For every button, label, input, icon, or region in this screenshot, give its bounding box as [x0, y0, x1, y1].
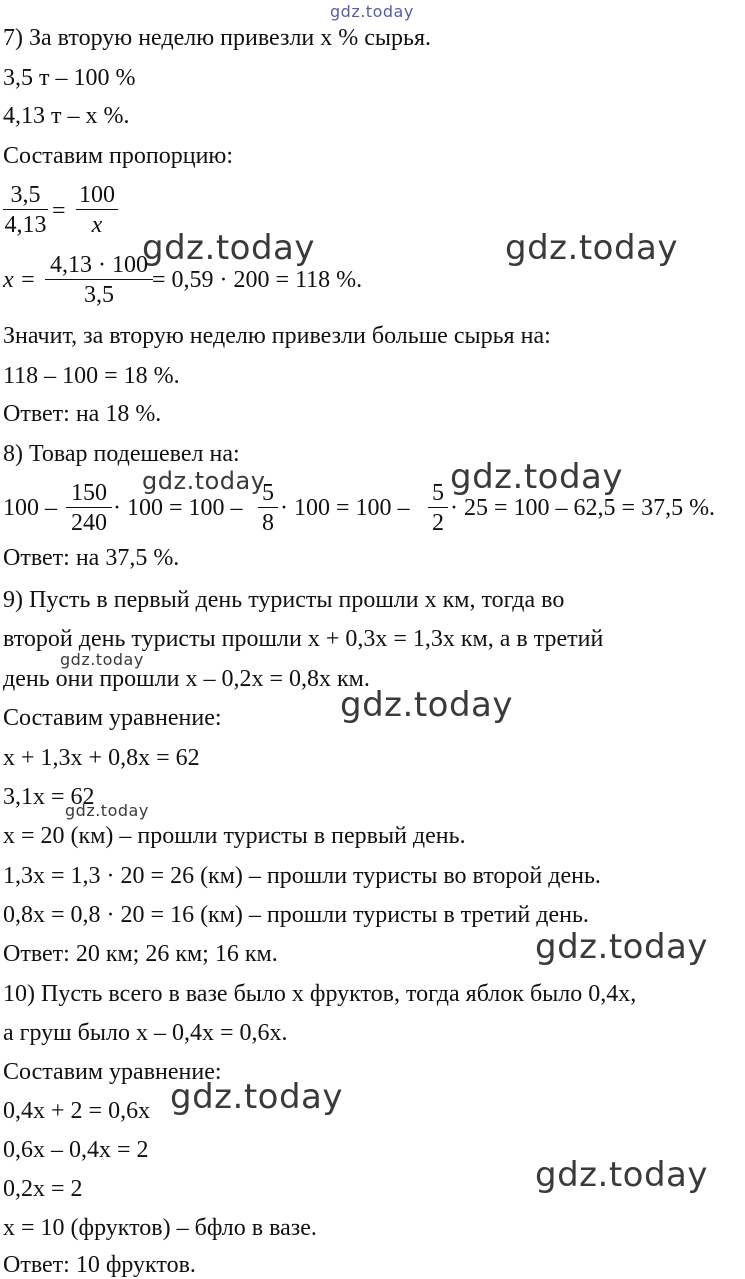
formula-segment: · 100 = 100 –	[280, 495, 410, 521]
problem-9-line: 3,1x = 62	[3, 784, 95, 810]
problem-9-line: второй день туристы прошли x + 0,3x = 1,3x км, а в третий	[3, 626, 604, 652]
watermark: gdz.today	[65, 801, 149, 820]
problem-10-line: а груш было x – 0,4x = 0,6x.	[3, 1020, 288, 1046]
problem-7-line: Значит, за вторую неделю привезли больше сырья на:	[3, 323, 551, 349]
watermark: gdz.today	[505, 228, 678, 268]
problem-10-statement: 10) Пусть всего в вазе было x фруктов, тогда яблок было 0,4x,	[3, 981, 637, 1007]
problem-8-statement: 8) Товар подешевел на:	[3, 441, 240, 467]
problem-9-answer: Ответ: 20 км; 26 км; 16 км.	[3, 941, 278, 967]
problem-10-answer: Ответ: 10 фруктов.	[3, 1252, 196, 1278]
problem-10-line: 0,6x – 0,4x = 2	[3, 1137, 149, 1163]
fraction-numerator: 100	[79, 182, 115, 208]
fraction	[76, 182, 118, 238]
fraction	[258, 480, 278, 536]
fraction-denominator: 2	[432, 510, 444, 536]
problem-7-line: 118 – 100 = 18 %.	[3, 363, 180, 389]
formula-rhs: = 0,59 · 200 = 118 %.	[152, 267, 363, 293]
watermark: gdz.today	[60, 650, 144, 669]
problem-7-statement: 7) За вторую неделю привезли x % сырья.	[3, 25, 432, 51]
problem-7-line: Составим пропорцию:	[3, 143, 234, 169]
fraction-denominator: 240	[71, 510, 107, 536]
problem-10-line: 0,2x = 2	[3, 1176, 83, 1202]
problem-9-line: x + 1,3x + 0,8x = 62	[3, 745, 200, 771]
problem-8-answer: Ответ: на 37,5 %.	[3, 545, 180, 571]
problem-10-line: Составим уравнение:	[3, 1059, 222, 1085]
problem-9-line: 1,3x = 1,3 · 20 = 26 (км) – прошли туристы во второй день.	[3, 863, 601, 889]
watermark: gdz.today	[170, 1077, 343, 1117]
fraction	[45, 252, 153, 308]
fraction	[428, 480, 448, 536]
watermark: gdz.today	[535, 927, 708, 967]
fraction-numerator: 3,5	[10, 182, 41, 208]
watermark: gdz.today	[340, 685, 513, 725]
problem-7-answer: Ответ: на 18 %.	[3, 401, 162, 427]
problem-9-line: x = 20 (км) – прошли туристы в первый день.	[3, 823, 466, 849]
problem-9-statement: 9) Пусть в первый день туристы прошли x км, тогда во	[3, 587, 565, 613]
watermark: gdz.today	[450, 457, 623, 497]
formula-segment: · 25 = 100 – 62,5 = 37,5 %.	[450, 495, 716, 521]
watermark: gdz.today	[535, 1155, 708, 1195]
fraction-denominator: 3,5	[84, 282, 114, 308]
problem-9-line: 0,8x = 0,8 · 20 = 16 (км) – прошли туристы в третий день.	[3, 902, 589, 928]
formula-segment: 100 –	[3, 495, 57, 521]
formula-segment: · 100 = 100 –	[113, 495, 243, 521]
watermark: gdz.today	[142, 228, 315, 268]
equals-sign: =	[52, 198, 66, 224]
fraction-denominator: 4,13	[4, 212, 47, 238]
formula-lhs: x =	[3, 267, 36, 293]
fraction-numerator: 5	[262, 480, 274, 506]
problem-7-line: 3,5 т – 100 %	[3, 65, 136, 91]
problem-7-line: 4,13 т – x %.	[3, 103, 130, 129]
problem-9-line: Составим уравнение:	[3, 705, 222, 731]
fraction	[66, 480, 112, 536]
problem-10-line: 0,4x + 2 = 0,6x	[3, 1098, 151, 1124]
fraction-denominator: x	[91, 212, 103, 238]
problem-10-line: x = 10 (фруктов) – бфло в вазе.	[3, 1215, 317, 1241]
watermark-top: gdz.today	[330, 2, 414, 21]
watermark: gdz.today	[142, 467, 266, 495]
fraction-numerator: 5	[432, 480, 444, 506]
fraction-numerator: 150	[71, 480, 107, 506]
fraction-numerator: 4,13 · 100	[50, 252, 148, 278]
problem-9-line: день они прошли x – 0,2x = 0,8x км.	[3, 666, 370, 692]
fraction	[3, 182, 48, 238]
fraction-denominator: 8	[262, 510, 274, 536]
